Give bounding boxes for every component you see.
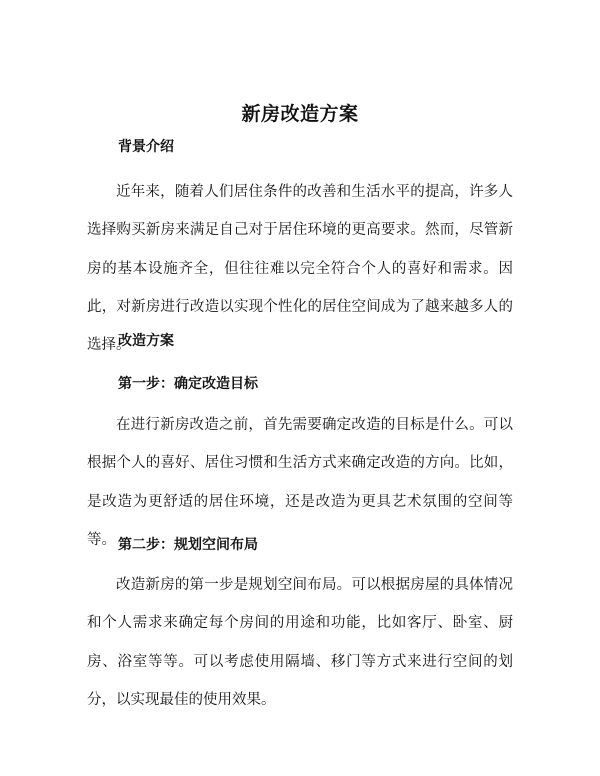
- document-title: 新房改造方案: [241, 103, 359, 125]
- section-heading-step-two: 第二步：规划空间布局: [118, 537, 258, 553]
- section-heading-background: 背景介绍: [118, 139, 174, 155]
- section-heading-plan: 改造方案: [118, 333, 174, 349]
- section-heading-step-one: 第一步：确定改造目标: [118, 376, 258, 392]
- section-paragraph-step-two: 改造新房的第一步是规划空间布局。可以根据房屋的具体情况和个人需求来确定每个房间的用途和功能，比如客厅、卧室、厨房、浴室等等。可以考虑使用隔墙、移门等方式来进行空间的划分，以实现最佳的使用效果。: [87, 577, 513, 708]
- section-paragraph-background: 近年来，随着人们居住条件的改善和生活水平的提高，许多人选择购买新房来满足自己对于居住环境的更高要求。然而，尽管新房的基本设施齐全，但往往难以完全符合个人的喜好和需求。因此，对新房进行改造以实现个性化的居住空间成为了越来越多人的选择。: [87, 184, 513, 354]
- section-paragraph-step-one: 在进行新房改造之前，首先需要确定改造的目标是什么。可以根据个人的喜好、居住习惯和生活方式来确定改造的方向。比如，是改造为更舒适的居住环境，还是改造为更具艺术氛围的空间等等。: [87, 417, 513, 548]
